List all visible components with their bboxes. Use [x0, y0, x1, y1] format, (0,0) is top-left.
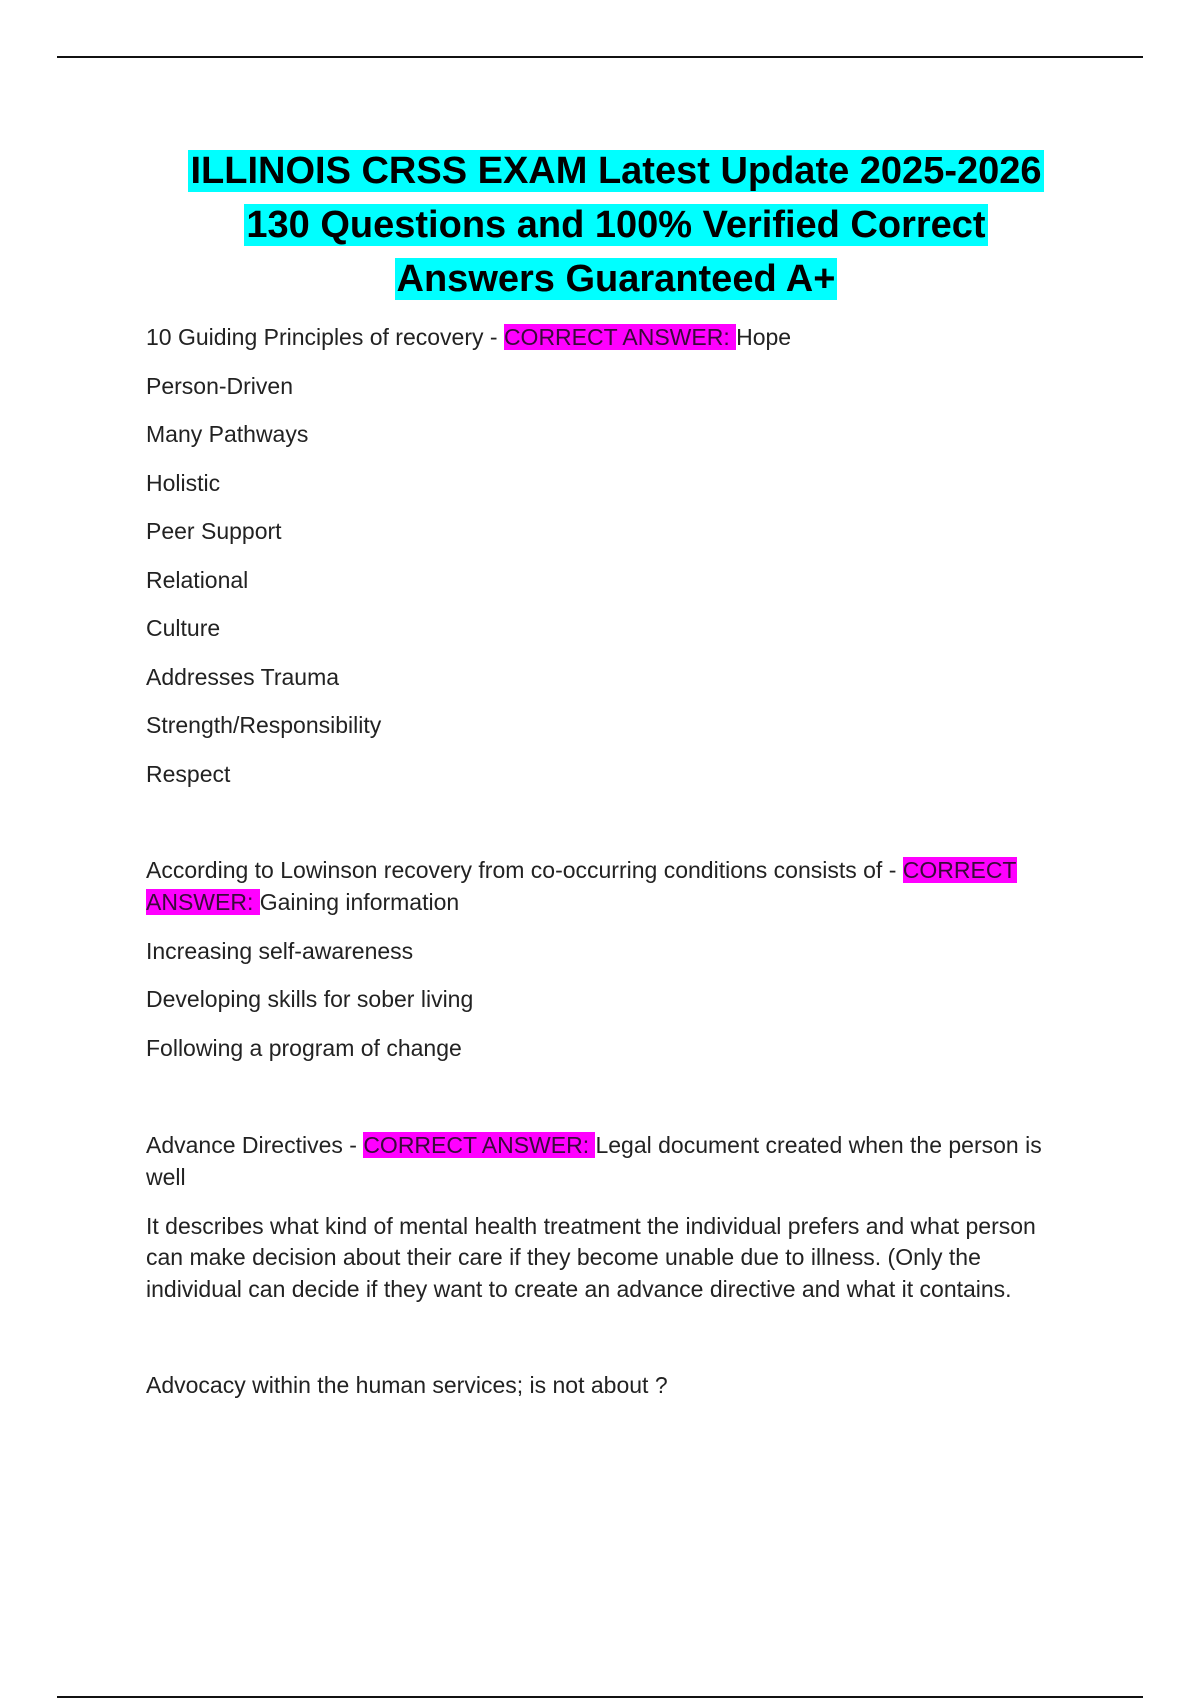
q2-correct-answer-tag: CORRECT [902, 857, 1017, 883]
q1-answer-item: Addresses Trauma [146, 664, 340, 690]
q2-answer-item: Following a program of change [146, 1035, 462, 1061]
q1-answer-item: Holistic [146, 470, 221, 496]
q2-answer-item: Developing skills for sober living [146, 986, 474, 1012]
q2-question-line-2 [146, 886, 459, 918]
q1-answer-item: Person-Driven [146, 373, 293, 399]
q2-correct-answer-tag-cont: ANSWER: [146, 889, 260, 915]
q1-first-answer: Hope [736, 324, 792, 350]
q3-paragraph-line: individual can decide if they want to create an advance directive and what it contains. [146, 1276, 1012, 1302]
q3-paragraph-line: can make decision about their care if they become unable due to illness. (Only the [146, 1244, 981, 1270]
q1-answer-item: Culture [146, 615, 221, 641]
q1-question-line [146, 321, 791, 353]
q1-answer-item: Peer Support [146, 518, 282, 544]
q3-correct-answer-tag: CORRECT ANSWER: [363, 1132, 596, 1158]
q2-answer-item: Increasing self-awareness [146, 938, 414, 964]
title-line-1: ILLINOIS CRSS EXAM Latest Update 2025-2026 [190, 150, 1042, 192]
q3-first-answer: Legal document created when the person is [595, 1132, 1042, 1158]
q1-answer-item: Strength/Responsibility [146, 712, 382, 738]
title-line-2: 130 Questions and 100% Verified Correct [246, 204, 986, 246]
q1-answer-item: Many Pathways [146, 421, 309, 447]
q3-question-line [146, 1129, 1042, 1161]
q4-question: Advocacy within the human services; is not about ? [146, 1372, 668, 1398]
q3-paragraph-line: It describes what kind of mental health treatment the individual prefers and what person [146, 1213, 1036, 1239]
q1-answer-item: Respect [146, 761, 231, 787]
qa-content [146, 0, 1086, 1700]
q3-question: Advance Directives - [146, 1132, 364, 1158]
bottom-rule [57, 1696, 1143, 1698]
q1-question: 10 Guiding Principles of recovery - [146, 324, 504, 350]
title-line-3: Answers Guaranteed A+ [396, 258, 836, 300]
q2-question-line [146, 854, 1017, 886]
q2-first-answer: Gaining information [259, 889, 460, 915]
q2-question: According to Lowinson recovery from co-occurring conditions consists of - [146, 857, 903, 883]
q1-answer-item: Relational [146, 567, 249, 593]
q3-first-answer-cont: well [146, 1164, 186, 1190]
q1-correct-answer-tag: CORRECT ANSWER: [503, 324, 737, 350]
